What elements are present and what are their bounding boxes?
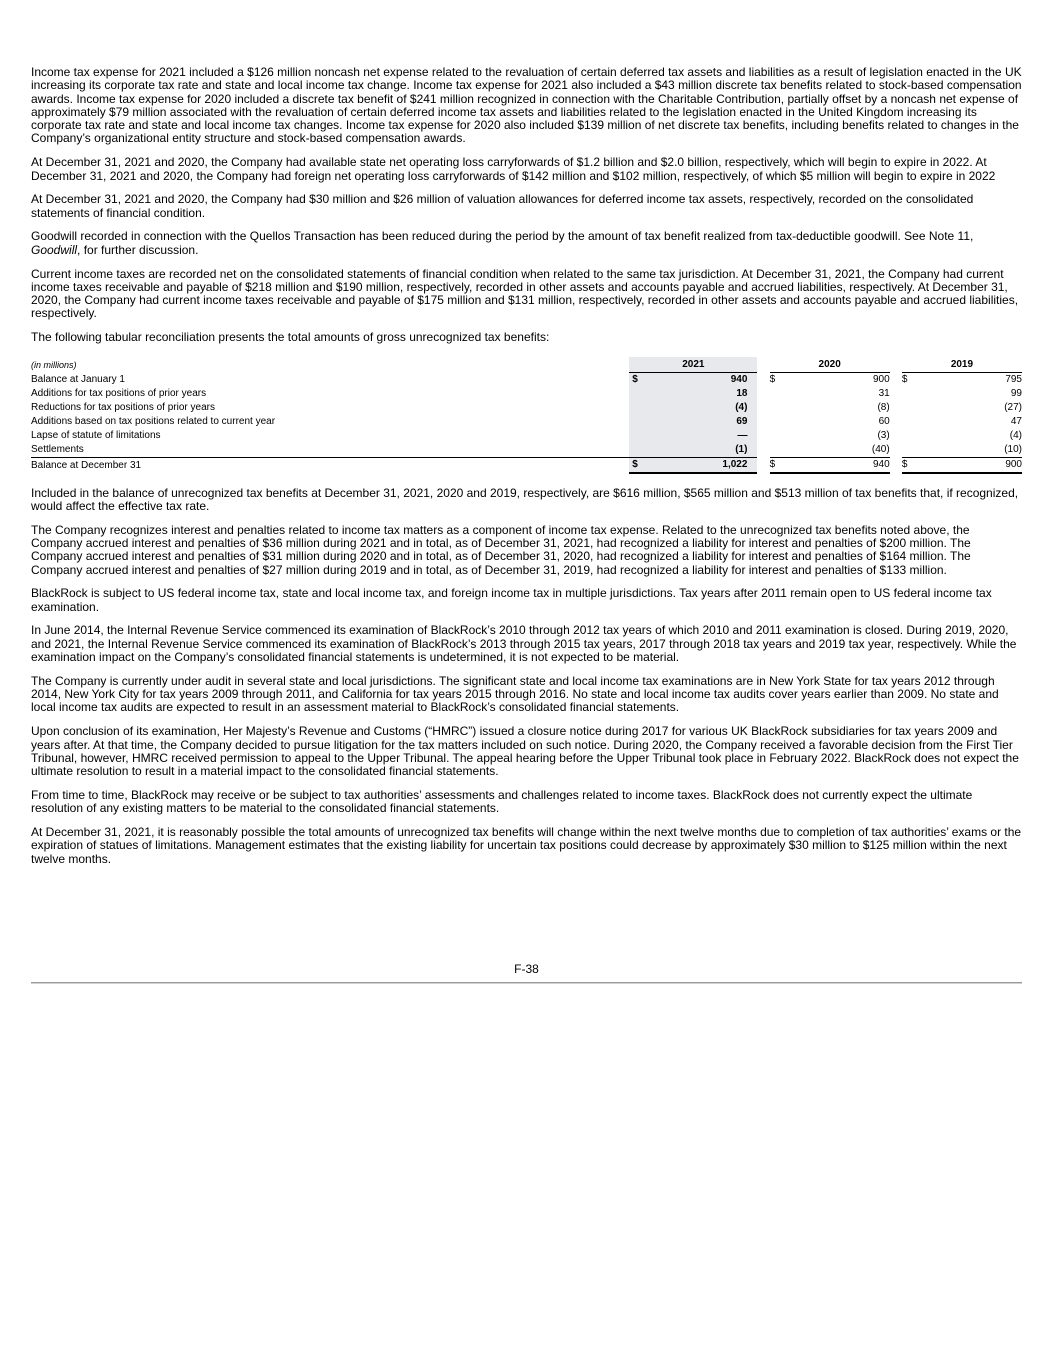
value-2019: (4): [1009, 430, 1022, 442]
paragraph-tax-authorities: From time to time, BlackRock may receive or be subject to tax authorities’ assessments and challenges related to income taxes. BlackRock does not currently expect the ultimate resolution of any existing matters to be material to the consolidated financial statements.: [31, 787, 973, 816]
value-2020: 31: [878, 388, 890, 400]
goodwill-note-reference: Goodwill: [31, 242, 78, 257]
column-header-2020: 2020: [770, 357, 890, 373]
paragraph-hmrc: Upon conclusion of its examination, Her Majesty’s Revenue and Customs (“HMRC”) issued a closure notice during 2017 for various UK BlackRock subsidiaries for tax years 2009 and years after. At that time, the Company decided to pursue litigation for the tax matters included on such notice. During 2020, the Company received a favorable decision from the First Tier Tribunal, however, HMRC received permission to appeal to the Upper Tribunal. The appeal hearing before the Upper Tribunal took place in February 2022. BlackRock does not expect the ultimate resolution to result in a material impact to the consolidated financial statements.: [31, 724, 1019, 779]
value-2019: 900: [916, 457, 1022, 473]
currency-symbol: $: [901, 374, 908, 386]
value-2019: (27): [1004, 402, 1022, 414]
column-header-2021: 2021: [629, 357, 757, 373]
value-2019: 795: [1005, 374, 1022, 386]
row-label: Balance at December 31: [31, 457, 629, 473]
value-2020: (8): [877, 402, 890, 414]
paragraph-jurisdictions: BlackRock is subject to US federal income tax, state and local income tax, and foreign income tax in multiple jurisdictions. Tax years after 2011 remain open to US federal income tax examination.: [31, 586, 992, 614]
currency-symbol: $: [629, 457, 657, 473]
column-header-2019: 2019: [902, 357, 1022, 373]
paragraph-state-local-audit: The Company is currently under audit in several state and local jurisdictions. The significant state and local income tax examinations are in New York State for tax years 2012 through 2014, New York City for tax years 2009 through 2011, and California for tax years 2015 through 2016. No state and local income tax audits cover years earlier than 2009. No state and local income tax audits are expected to result in an assessment material to BlackRock’s consolidated financial statements.: [31, 673, 999, 715]
document-page: [31, 66, 1022, 876]
paragraph-nol-carryforwards: At December 31, 2021 and 2020, the Company had available state net operating loss carryforwards of $1.2 billion and $2.0 billion, respectively, which will begin to expire in 2022. At December 31, 2021 and 2020, the Company had foreign net operating loss carryforwards of $142 million and $102 million, respectively, of which $5 million will begin to expire in 2022: [31, 155, 996, 183]
table-row: [31, 401, 1022, 415]
paragraph-valuation-allowances: At December 31, 2021 and 2020, the Company had $30 million and $26 million of valuation allowances for deferred income tax assets, respectively, recorded on the consolidated statements of financial condition.: [31, 192, 974, 220]
row-label: Reductions for tax positions of prior years: [31, 402, 215, 414]
paragraph-income-tax-expense: Income tax expense for 2021 included a $126 million noncash net expense related to the revaluation of certain deferred tax assets and liabilities as a result of legislation enacted in the UK increasing its corporate tax rate and state and local income tax change. Income tax expense for 2021 also included a $43 million discrete tax benefits related to stock-based compensation awards. Income tax expense for 2020 included a discrete tax benefit of $241 million recognized in connection with the Charitable Contribution, partially offset by a noncash net expense of approximately $79 million associated with the revaluation of certain deferred income tax assets and liabilities related to the legislation enacted in the United Kingdom increasing its corporate tax rate and state and local income tax changes. Income tax expense for 2020 also included $139 million of net discrete tax benefits, including benefits related to changes in the Company’s organizational entity structure and stock-based compensation awards.: [31, 65, 1022, 146]
table-row: [31, 429, 1022, 443]
value-2019: (10): [916, 443, 1022, 458]
paragraph-goodwill: Goodwill recorded in connection with the Quellos Transaction has been reduced during the period by the amount of tax benefit realized from tax-deductible goodwill. See Note 11, Goodwill, for further discussion.: [31, 229, 974, 257]
value-2021: 69: [657, 415, 758, 429]
value-2021: —: [657, 429, 758, 443]
table-row: [31, 415, 1022, 429]
page-number: F-38: [514, 962, 539, 976]
currency-symbol: $: [902, 457, 916, 473]
currency-symbol: $: [770, 457, 784, 473]
value-2020: 60: [878, 416, 890, 428]
table-row: [31, 387, 1022, 401]
units-label: (in millions): [31, 359, 77, 370]
value-2020: (40): [784, 443, 890, 458]
table-header-row: [31, 357, 1022, 373]
paragraph-effective-tax-rate: Included in the balance of unrecognized tax benefits at December 31, 2021, 2020 and 2019, respectively, are $616 million, $565 million and $513 million of tax benefits that, if recognized, would affect the effective tax rate.: [31, 485, 1019, 513]
currency-symbol: $: [629, 372, 657, 387]
paragraph-reasonably-possible: At December 31, 2021, it is reasonably possible the total amounts of unrecognized tax benefits will change within the next twelve months due to completion of tax authorities’ exams or the expiration of statues of limitations. Management estimates that the existing liability for uncertain tax positions could decrease by approximately $30 million to $125 million within the next twelve months.: [31, 824, 1022, 866]
paragraph-current-income-taxes: Current income taxes are recorded net on the consolidated statements of financial condition when related to the same tax jurisdiction. At December 31, 2021, the Company had current income taxes receivable and payable of $218 million and $190 million, respectively, recorded in other assets and accounts payable and accrued liabilities, respectively. At December 31, 2020, the Company had current income taxes receivable and payable of $175 million and $131 million, respectively, recorded in other assets and accounts payable and accrued liabilities, respectively.: [31, 266, 1019, 321]
paragraph-table-intro: The following tabular reconciliation presents the total amounts of gross unrecognized tax benefits:: [31, 330, 550, 345]
value-2019: 99: [1010, 388, 1022, 400]
unrecognized-tax-benefits-table: [31, 357, 1022, 474]
table-total-row: [31, 457, 1022, 473]
currency-symbol: $: [769, 374, 776, 386]
paragraph-irs-examination: In June 2014, the Internal Revenue Service commenced its examination of BlackRock’s 2010 through 2012 tax years of which 2010 and 2011 examination is closed. During 2019, 2020, and 2021, the Internal Revenue Service commenced its examination of BlackRock’s 2013 through 2015 tax years, 2017 through 2018 tax years and 2019 tax year, respectively. While the examination impact on the Company’s consolidated financial statements is undetermined, it is not expected to be material.: [31, 623, 1017, 665]
row-label: Additions for tax positions of prior years: [31, 388, 207, 400]
value-2020: (3): [877, 430, 890, 442]
value-2020: 900: [873, 374, 890, 386]
value-2021: 1,022: [657, 457, 758, 473]
value-2019: 47: [1010, 416, 1022, 428]
footer-divider: [31, 982, 1022, 984]
table-row: [31, 443, 1022, 458]
row-label: Lapse of statute of limitations: [31, 430, 161, 442]
row-label: Settlements: [31, 444, 84, 456]
value-2021: 940: [657, 372, 758, 387]
value-2021: (4): [657, 401, 758, 415]
paragraph-interest-penalties: The Company recognizes interest and penalties related to income tax matters as a component of income tax expense. Related to the unrecognized tax benefits noted above, the Company accrued interest and penalties of $36 million during 2021 and in total, as of December 31, 2021, had recognized a liability for interest and penalties of $200 million. The Company accrued interest and penalties of $31 million during 2020 and in total, as of December 31, 2020, had recognized a liability for interest and penalties of $164 million. The Company accrued interest and penalties of $27 million during 2019 and in total, as of December 31, 2019, had recognized a liability for interest and penalties of $133 million.: [31, 522, 971, 577]
row-label: Balance at January 1: [31, 374, 125, 386]
value-2021: 18: [657, 387, 758, 401]
value-2021: (1): [657, 443, 758, 458]
value-2020: 940: [784, 457, 890, 473]
table-row: [31, 372, 1022, 387]
row-label: Additions based on tax positions related to current year: [31, 416, 276, 428]
